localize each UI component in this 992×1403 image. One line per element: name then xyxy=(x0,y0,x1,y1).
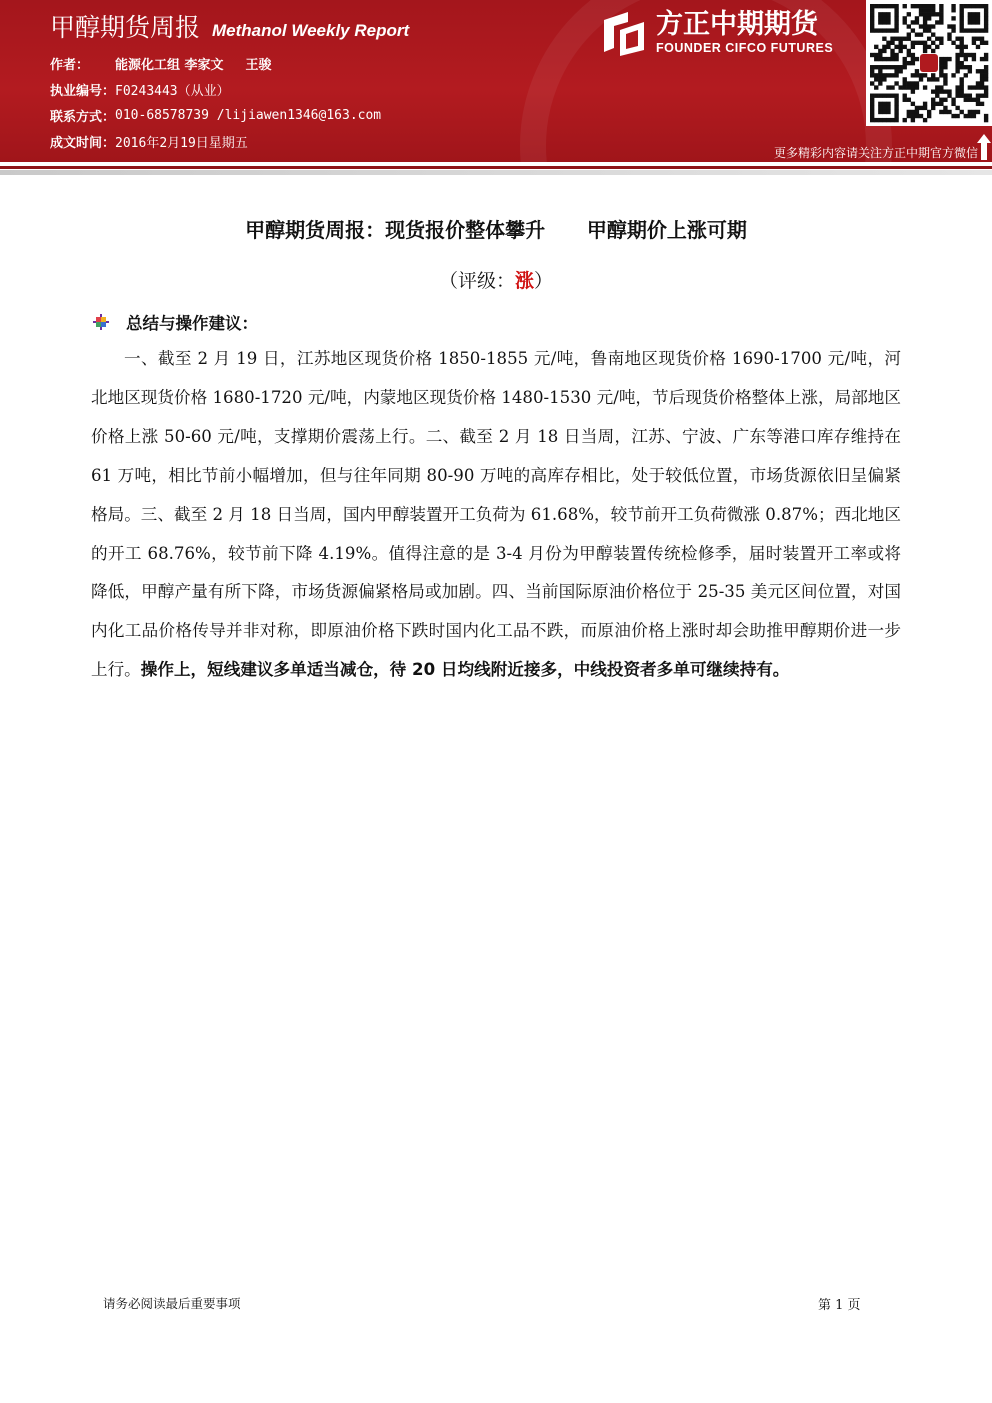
summary-paragraph xyxy=(91,340,901,690)
section-heading xyxy=(92,310,258,334)
author-2: 王骏 xyxy=(245,57,272,73)
report-header xyxy=(0,0,992,162)
follow-wechat-text: 更多精彩内容请关注方正中期官方微信 xyxy=(773,146,978,160)
header-rule xyxy=(0,166,992,169)
page-number: 第 1 页 xyxy=(818,1298,861,1313)
section-title: 总结与操作建议： xyxy=(126,314,258,333)
operation-advice: 操作上，短线建议多单适当减仓，待 20 日均线附近接多，中线投资者多单可继续持有。 xyxy=(140,660,790,680)
header-shadow-rule xyxy=(0,170,992,175)
date-label: 成文时间： xyxy=(50,135,116,151)
footer-notice: 请务必阅读最后重要事项 xyxy=(103,1296,241,1311)
logo-text-cn: 方正中期期货 xyxy=(656,9,818,40)
contact-value: 010-68578739 /lijiawen1346@163.com xyxy=(115,107,382,123)
founder-logo-icon xyxy=(600,10,648,56)
report-title-en: Methanol Weekly Report xyxy=(212,21,410,40)
license-label: 执业编号： xyxy=(50,83,116,99)
contact-label: 联系方式： xyxy=(50,109,116,125)
company-logo xyxy=(600,8,860,58)
arrow-up-icon xyxy=(976,133,992,161)
license-value: F0243443（从业） xyxy=(115,83,230,99)
diamond-bullet-icon xyxy=(92,313,110,331)
license-row xyxy=(50,78,230,100)
wechat-qr-code xyxy=(866,0,992,126)
logo-text-en: FOUNDER CIFCO FUTURES xyxy=(656,41,834,55)
report-title-cn: 甲醇期货周报 xyxy=(50,13,201,42)
date-value: 2016年2月19日星期五 xyxy=(115,135,248,151)
rating-close: ） xyxy=(534,270,554,292)
qr-code-icon xyxy=(866,0,992,126)
author-row xyxy=(50,52,272,74)
author-label: 作者： xyxy=(50,57,90,73)
author-1: 能源化工组 李家文 xyxy=(115,57,224,73)
summary-text: 一、截至 2 月 19 日，江苏地区现货价格 1850-1855 元/吨，鲁南地区现货价格 1690-1700 元/吨，河北地区现货价格 1680-1720 元/吨，内蒙地区现货价格 1480-1530 元/吨，节后现货价格整体上涨，局部地区价格上涨 50-60 元/吨，支撑期价震荡上行。二、截至 2 月 18 日当周，江苏、宁波、广东等港口库存维持在 61 万吨，相比节前小幅增加，但与往年同期 80-90 万吨的高库存相比，处于较低位置，市场货源依旧呈偏紧格局。三、截至 2 月 18 日当周，国内甲醇装置开工负荷为 61.68%，较节前开工负荷微涨 0.87%；西北地区的开工 68.76%，较节前下降 4.19%。值得注意的是 3-4 月份为甲醇装置传统检修季，届时装置开工率或将降低，甲醇产量有所下降，市场货源偏紧格局或加剧。四、当前国际原油价格位于 25-35 美元区间位置，对国内化工品价格传导并非对称，即原油价格下跌时国内化工品不跌，而原油价格上涨时却会助推甲醇期价进一步上行。 xyxy=(91,349,901,680)
date-row xyxy=(50,130,248,152)
contact-row xyxy=(50,104,381,126)
rating-open: （评级： xyxy=(438,270,515,292)
rating-line xyxy=(0,266,992,293)
document-title: 甲醇期货周报：现货报价整体攀升 甲醇期价上涨可期 xyxy=(245,218,747,242)
rating-value: 涨 xyxy=(514,270,534,292)
author-list xyxy=(115,54,272,73)
report-title xyxy=(50,8,409,44)
